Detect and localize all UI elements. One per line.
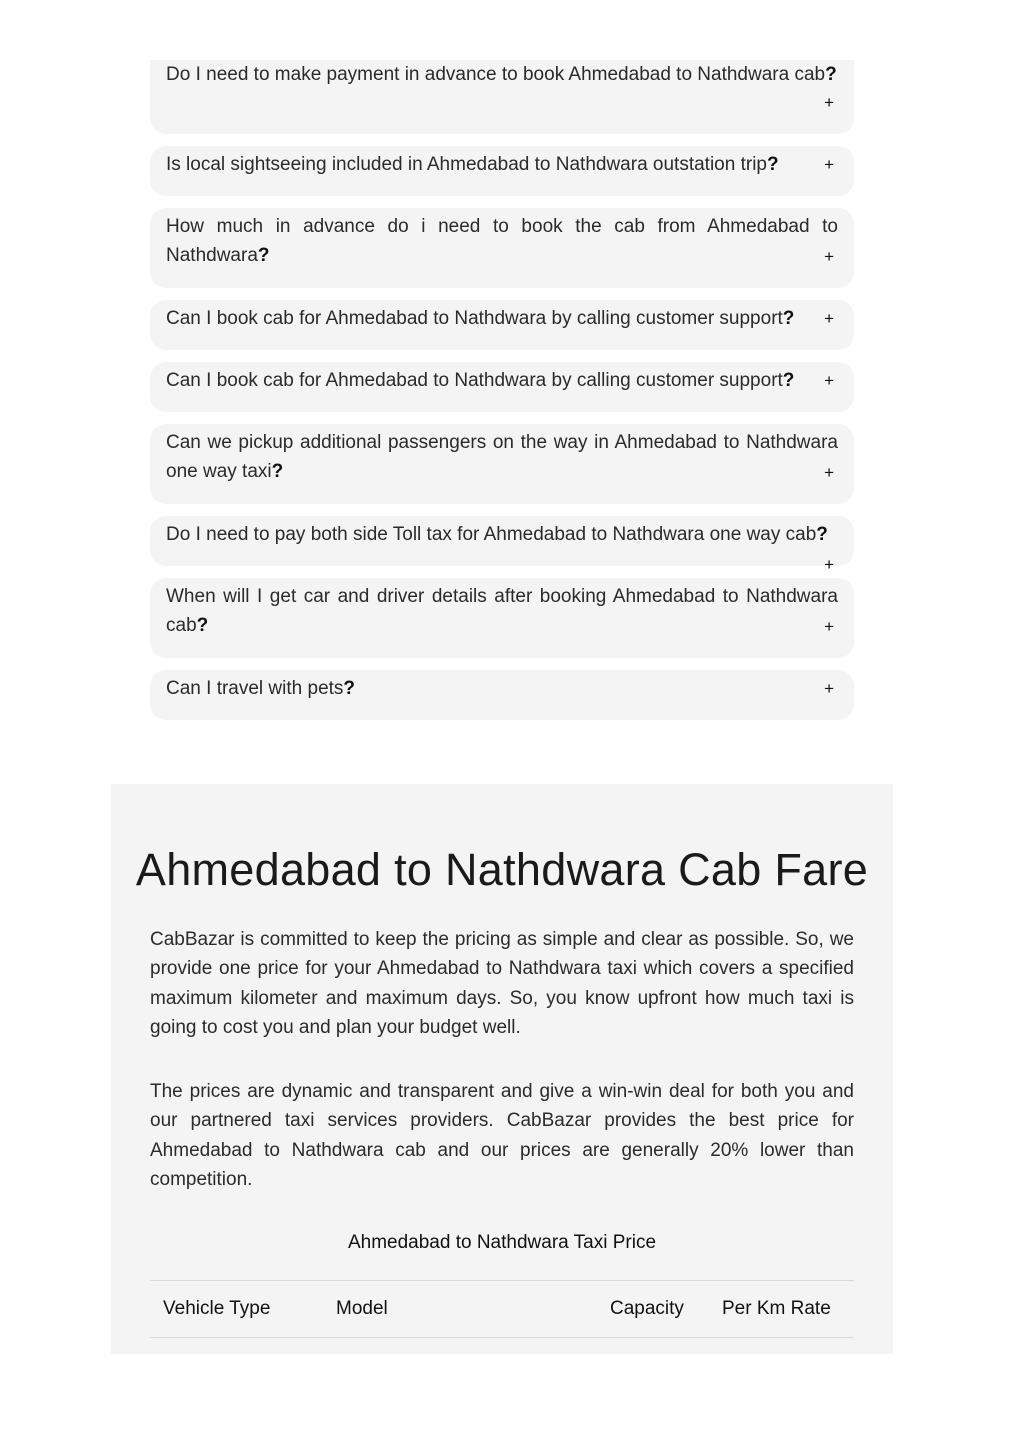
faq-question: Do I need to make payment in advance to book Ahmedabad to Nathdwara cab? [166,64,837,85]
fare-paragraph-2: The prices are dynamic and transparent and give a win-win deal for both you and our partnered taxi services providers. CabBazar provides the best price for Ahmedabad to Nathdwara cab and our prices are generally 20% lower than competition. [150,1081,854,1190]
column-header-capacity: Capacity [610,1298,684,1319]
table-caption: Ahmedabad to Nathdwara Taxi Price [347,1232,657,1253]
faq-item[interactable] [150,578,854,658]
faq-item[interactable] [150,516,854,574]
faq-item[interactable] [150,300,854,350]
faq-question: Do I need to pay both side Toll tax for Ahmedabad to Nathdwara one way cab? [166,524,828,545]
faq-question: Is local sightseeing included in Ahmedabad to Nathdwara outstation trip? [166,154,779,175]
expand-icon[interactable]: + [824,555,834,574]
expand-icon[interactable]: + [824,617,834,636]
faq-item[interactable] [150,146,854,196]
faq-item[interactable] [150,424,854,504]
expand-icon[interactable]: + [824,309,834,328]
faq-question: Can I travel with pets? [166,678,356,699]
faq-item[interactable] [150,60,854,134]
expand-icon[interactable]: + [824,247,834,266]
expand-icon[interactable]: + [824,679,834,698]
faq-question: Can we pickup additional passengers on the way in Ahmedabad to Nathdwara one way taxi? [166,432,838,482]
faq-question: How much in advance do i need to book the cab from Ahmedabad to Nathdwara? [166,216,838,266]
faq-item[interactable] [150,208,854,288]
faq-question: When will I get car and driver details after booking Ahmedabad to Nathdwara cab? [166,586,838,636]
fare-paragraph-1: CabBazar is committed to keep the pricing as simple and clear as possible. So, we provide one price for your Ahmedabad to Nathdwara taxi which covers a specified maximum kilometer and maximum days. So, you know upfront how much taxi is going to cost you and plan your budget well. [150,929,854,1038]
faq-question: Can I book cab for Ahmedabad to Nathdwara by calling customer support? [166,308,795,329]
column-header-vehicle-type: Vehicle Type [163,1298,271,1319]
price-table-header [150,1280,854,1338]
expand-icon[interactable]: + [824,463,834,482]
column-header-model: Model [336,1298,388,1319]
expand-icon[interactable]: + [824,371,834,390]
faq-question: Can I book cab for Ahmedabad to Nathdwara by calling customer support? [166,370,795,391]
faq-item[interactable] [150,362,854,412]
column-header-per-km-rate: Per Km Rate [722,1298,831,1319]
fare-title: Ahmedabad to Nathdwara Cab Fare [135,844,869,895]
faq-item[interactable] [150,670,854,720]
expand-icon[interactable]: + [824,93,834,112]
fare-section [111,784,893,1354]
expand-icon[interactable]: + [824,155,834,174]
